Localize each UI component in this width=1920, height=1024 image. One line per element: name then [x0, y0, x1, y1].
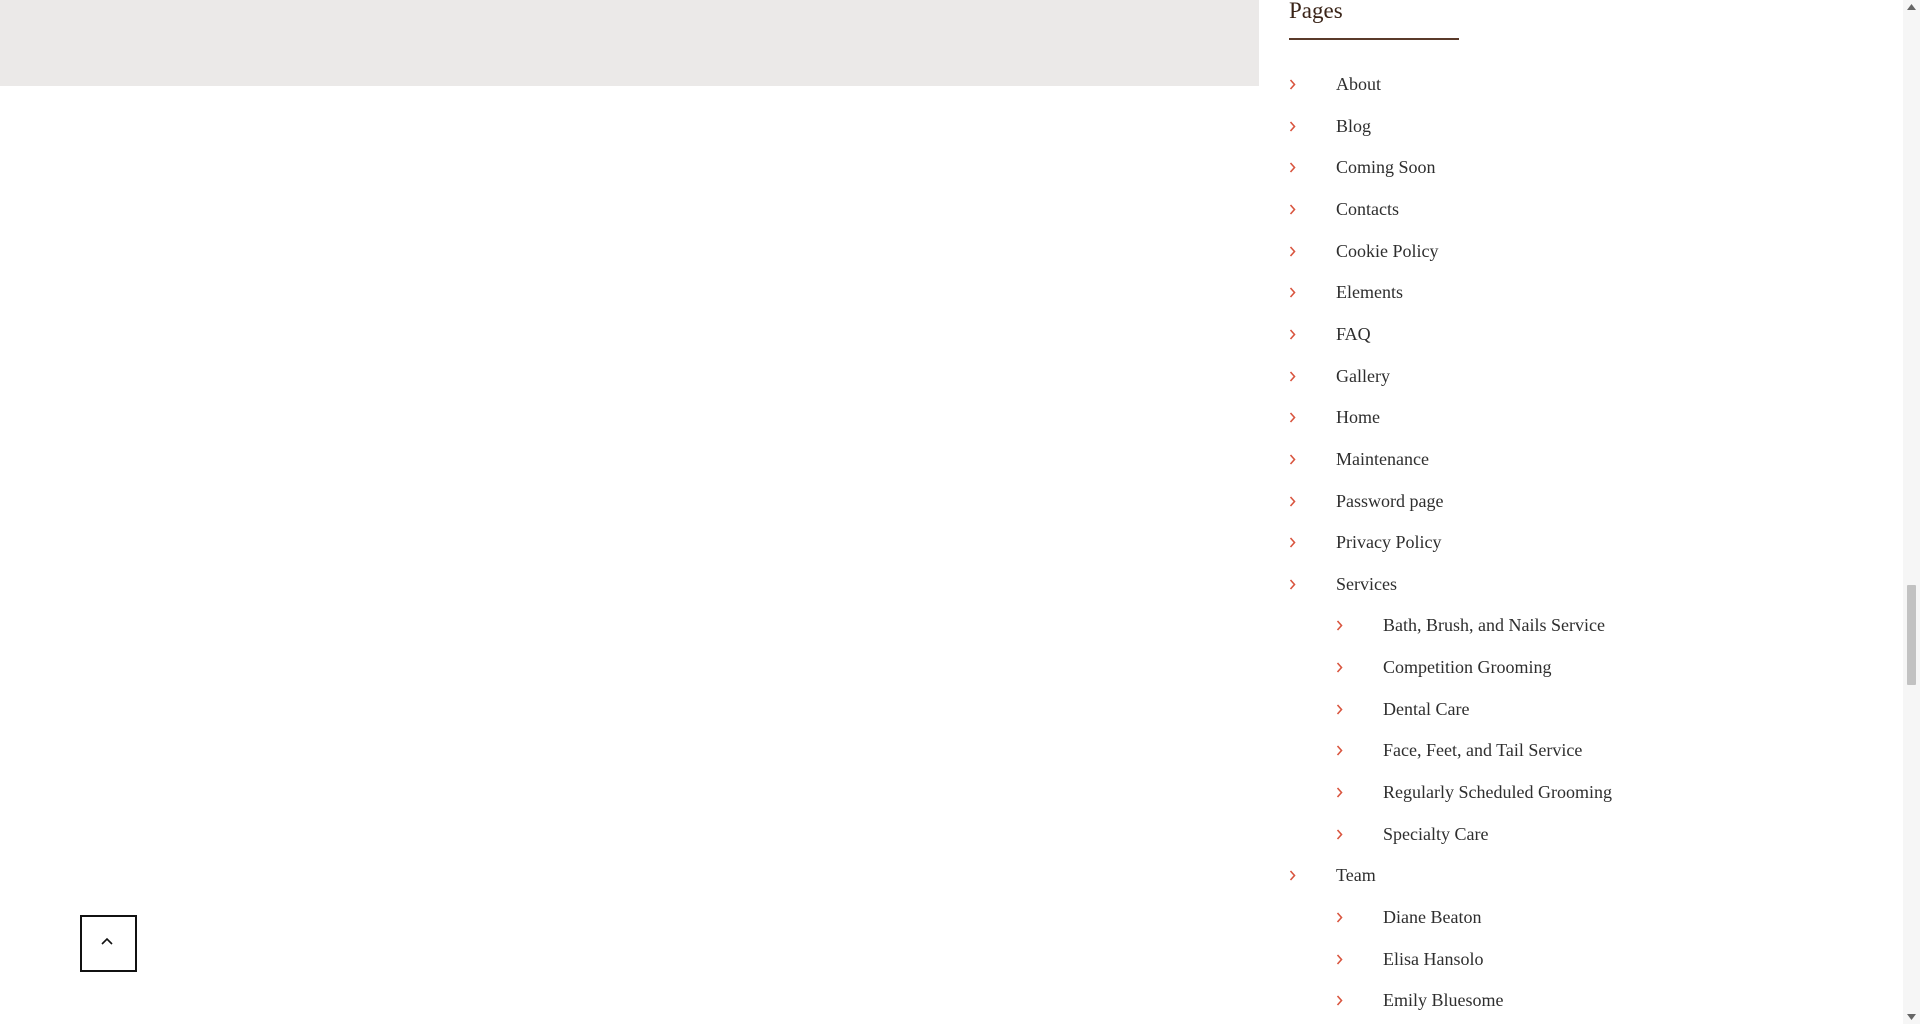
menu-item-label[interactable]: Contacts [1336, 199, 1399, 219]
menu-item-label[interactable]: About [1336, 74, 1381, 94]
chevron-right-icon [1289, 570, 1301, 598]
chevron-right-icon [1289, 403, 1301, 431]
chevron-right-icon [1289, 445, 1301, 473]
menu-item-label[interactable]: Privacy Policy [1336, 532, 1442, 552]
menu-item-label[interactable]: Cookie Policy [1336, 241, 1439, 261]
scroll-down-button[interactable] [1903, 1010, 1920, 1024]
chevron-right-icon [1289, 487, 1301, 515]
menu-item-label[interactable]: Competition Grooming [1383, 657, 1552, 677]
scrollbar-thumb[interactable] [1907, 585, 1916, 685]
back-to-top-button[interactable] [80, 915, 137, 972]
chevron-right-icon [1289, 528, 1301, 556]
chevron-right-icon [1289, 195, 1301, 223]
menu-item-label[interactable]: Home [1336, 407, 1380, 427]
menu-item-label[interactable]: Maintenance [1336, 449, 1429, 469]
chevron-right-icon [1336, 778, 1348, 806]
menu-item-label[interactable]: Elisa Hansolo [1383, 949, 1484, 969]
menu-item-label[interactable]: FAQ [1336, 324, 1371, 344]
menu-item-label[interactable]: Face, Feet, and Tail Service [1383, 740, 1583, 760]
menu-item-label[interactable]: Bath, Brush, and Nails Service [1383, 615, 1605, 635]
chevron-right-icon [1289, 153, 1301, 181]
menu-item-label[interactable]: Coming Soon [1336, 157, 1436, 177]
chevron-right-icon [1289, 320, 1301, 348]
chevron-right-icon [1289, 70, 1301, 98]
chevron-right-icon [1289, 237, 1301, 265]
chevron-right-icon [1289, 861, 1301, 889]
chevron-right-icon [1336, 945, 1348, 973]
menu-item-label[interactable]: Gallery [1336, 366, 1390, 386]
widget-title: Pages [1289, 0, 1343, 23]
chevron-right-icon [1289, 278, 1301, 306]
menu-item-label[interactable]: Diane Beaton [1383, 907, 1482, 927]
chevron-right-icon [1336, 903, 1348, 931]
page-scrollbar[interactable] [1903, 0, 1920, 1024]
menu-item-label[interactable]: Elements [1336, 282, 1403, 302]
menu-item-label[interactable]: Specialty Care [1383, 824, 1489, 844]
chevron-right-icon [1289, 112, 1301, 140]
chevron-right-icon [1336, 695, 1348, 723]
menu-item-label[interactable]: Dental Care [1383, 699, 1470, 719]
chevron-right-icon [1336, 986, 1348, 1014]
chevron-right-icon [1336, 736, 1348, 764]
scroll-down-arrow-icon [1907, 1014, 1916, 1020]
chevron-right-icon [1336, 653, 1348, 681]
scroll-up-button[interactable] [1903, 0, 1920, 14]
chevron-right-icon [1289, 362, 1301, 390]
menu-item-label[interactable]: Emily Bluesome [1383, 990, 1504, 1010]
content-image-strip [0, 0, 1259, 86]
menu-item-label[interactable]: Services [1336, 574, 1397, 594]
scroll-up-arrow-icon [1907, 4, 1916, 10]
menu-item-label[interactable]: Blog [1336, 116, 1372, 136]
chevron-right-icon [1336, 820, 1348, 848]
menu-item-label[interactable]: Team [1336, 865, 1376, 885]
chevron-up-icon [101, 937, 113, 945]
menu-item-label[interactable]: Regularly Scheduled Grooming [1383, 782, 1612, 802]
menu-item-label[interactable]: Password page [1336, 491, 1444, 511]
title-underline [1289, 38, 1459, 40]
chevron-right-icon [1336, 611, 1348, 639]
